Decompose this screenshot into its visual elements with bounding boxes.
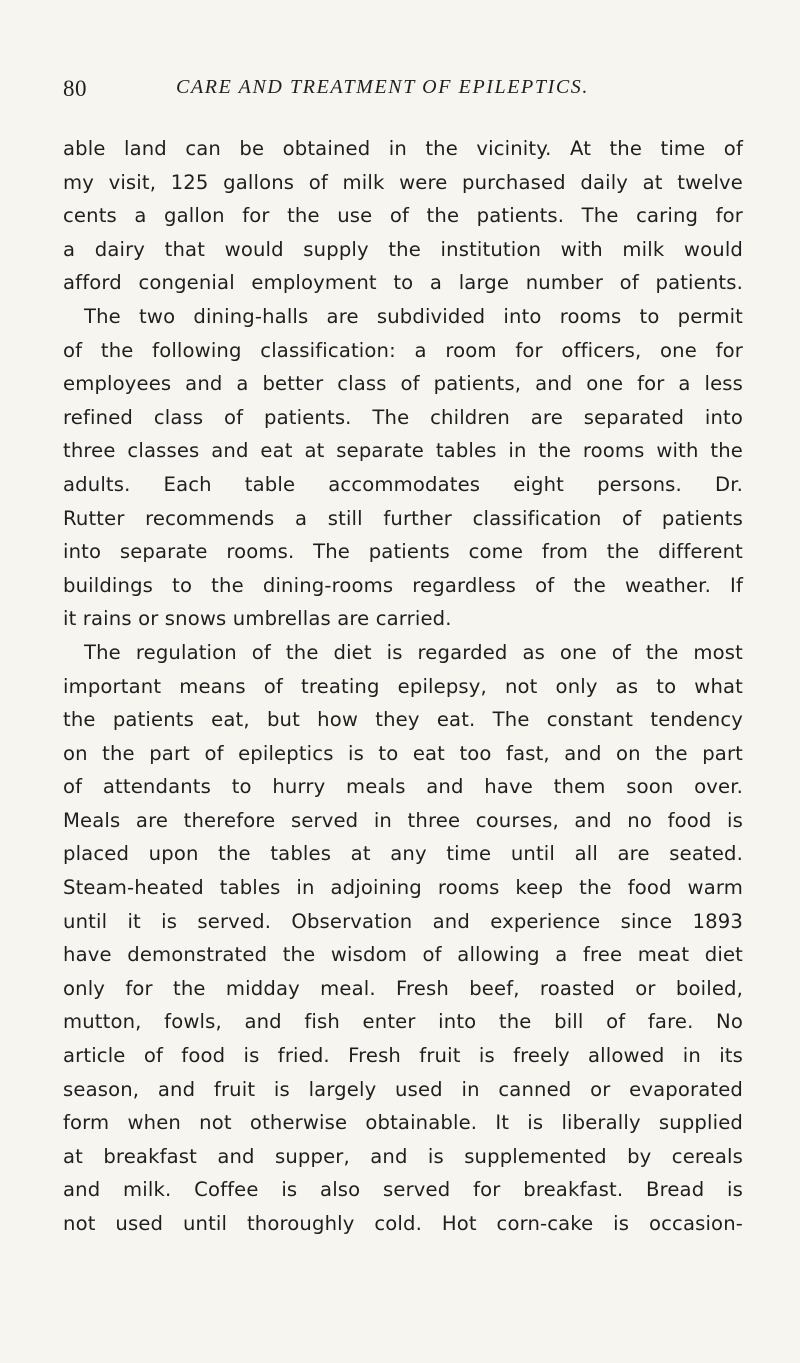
body-text: [63, 132, 743, 1241]
text-line: not used until thoroughly cold. Hot corn-cake is occasion-: [63, 1212, 743, 1235]
text-line: until it is served. Observation and experience since 1893: [63, 909, 743, 933]
text-line: at breakfast and supper, and is supplemented by cereals: [63, 1144, 743, 1168]
text-line: season, and fruit is largely used in canned or evaporated: [63, 1077, 743, 1101]
text-line: of attendants to hurry meals and have them soon over.: [63, 775, 743, 799]
text-line: adults. Each table accommodates eight persons. Dr.: [63, 472, 743, 496]
paragraph-start-line: The regulation of the diet is regarded as one of the most: [84, 640, 743, 664]
running-header: [63, 76, 743, 106]
paragraph-start-line: The two dining-halls are subdivided into rooms to permit: [84, 304, 743, 328]
text-line: my visit, 125 gallons of milk were purchased daily at twelve: [63, 170, 743, 194]
text-line: the patients eat, but how they eat. The constant tendency: [63, 708, 743, 732]
text-line: only for the midday meal. Fresh beef, roasted or boiled,: [63, 976, 743, 1000]
text-line: refined class of patients. The children are separated into: [63, 405, 743, 429]
text-line: have demonstrated the wisdom of allowing a free meat diet: [63, 943, 743, 967]
text-line: able land can be obtained in the vicinity. At the time of: [63, 137, 743, 160]
text-line: buildings to the dining-rooms regardless of the weather. If: [63, 573, 743, 597]
text-line: afford congenial employment to a large number of patients.: [63, 271, 743, 295]
text-line: into separate rooms. The patients come from the different: [63, 540, 743, 564]
text-line: Steam-heated tables in adjoining rooms keep the food warm: [63, 876, 743, 900]
text-line: article of food is fried. Fresh fruit is freely allowed in its: [63, 1044, 743, 1068]
text-line: Meals are therefore served in three courses, and no food is: [63, 808, 743, 832]
page-number: 80: [63, 76, 87, 101]
text-line: employees and a better class of patients, and one for a less: [63, 372, 743, 396]
text-line: and milk. Coffee is also served for breakfast. Bread is: [63, 1178, 743, 1202]
text-line: Rutter recommends a still further classification of patients: [63, 506, 743, 530]
text-line: form when not otherwise obtainable. It is liberally supplied: [63, 1111, 743, 1135]
text-line: mutton, fowls, and fish enter into the bill of fare. No: [63, 1010, 743, 1034]
text-line: important means of treating epilepsy, not only as to what: [63, 674, 743, 698]
text-line: on the part of epileptics is to eat too fast, and on the part: [63, 741, 743, 765]
text-line: placed upon the tables at any time until all are seated.: [63, 842, 743, 866]
text-line: of the following classification: a room for officers, one for: [63, 338, 743, 362]
running-title: CARE AND TREATMENT OF EPILEPTICS.: [176, 76, 589, 98]
text-line: a dairy that would supply the institution with milk would: [63, 237, 743, 261]
text-line: cents a gallon for the use of the patients. The caring for: [63, 204, 743, 228]
paragraph-end-line: it rains or snows umbrellas are carried.: [63, 607, 452, 631]
text-line: three classes and eat at separate tables in the rooms with the: [63, 439, 743, 463]
